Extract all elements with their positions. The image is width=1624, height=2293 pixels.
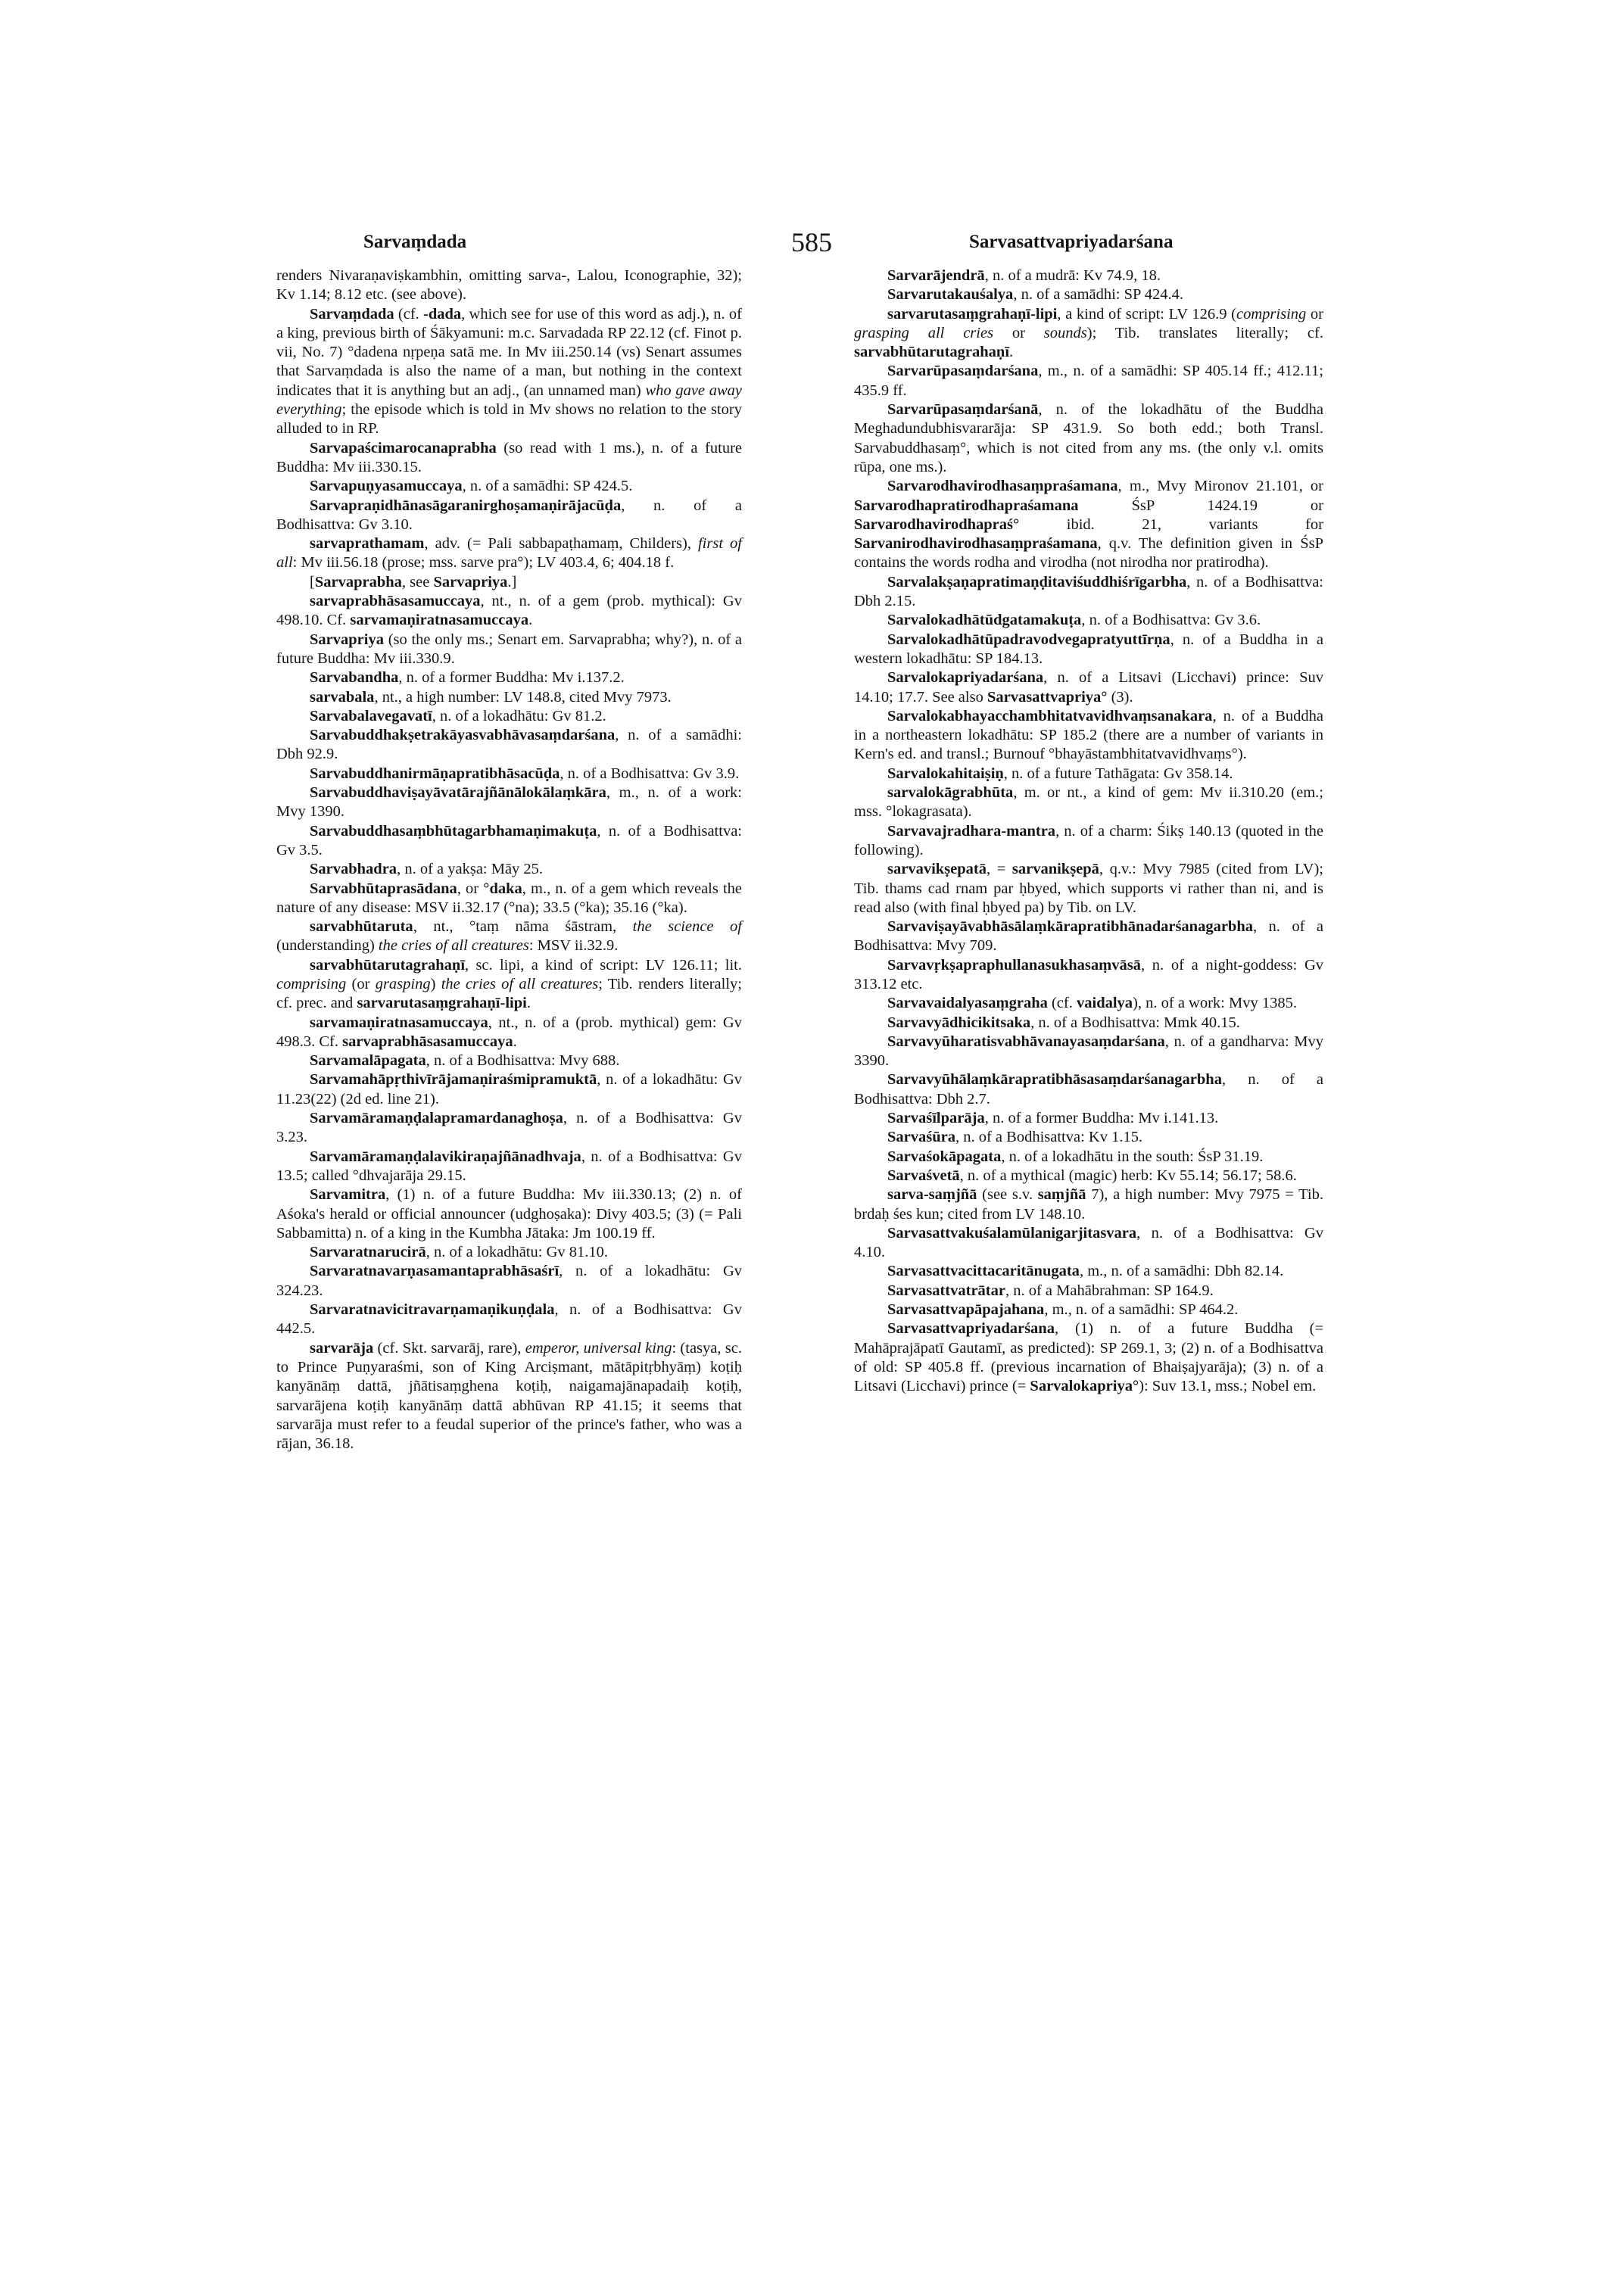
entry-text: , q.v.: Mvy 7985 (cited from LV); Tib. thams cad rnam par ḥbyed, which supports vi rather than ni, and is read also (with final ḥbyed pa) by Tib. on LV.: [854, 861, 1323, 916]
entry-text: , or: [457, 880, 484, 897]
entry-text: , n. of a Mahābrahman: SP 164.9.: [1005, 1282, 1214, 1299]
entry-text: (cf. Skt. sarvarāj, rare),: [373, 1339, 525, 1357]
dictionary-entry: [276, 707, 742, 726]
entry-text: ; Tib. renders literally; cf. prec. and: [276, 975, 742, 1012]
dictionary-entry: [854, 266, 1323, 285]
dictionary-entry: [276, 668, 742, 687]
dictionary-entry: [854, 956, 1323, 995]
running-head-right: Sarvasattvapriyadarśana: [969, 232, 1174, 252]
dictionary-entry: [276, 266, 742, 305]
headword: Sarvabandha: [310, 669, 399, 687]
entry-text: , m., n. of a samādhi: Dbh 82.14.: [1079, 1263, 1284, 1280]
dictionary-entry: [276, 726, 742, 765]
headword: Sarvarutakauśalya: [887, 286, 1014, 304]
headword: Sarvamitra: [310, 1186, 386, 1204]
dictionary-entry: [854, 305, 1323, 363]
entry-text: , (1) n. of a future Buddha (= Mahāprajāpatī Gautamī, as predicted): SP 269.1, 3; (2) n. of a Bodhisattva of old: SP 405.8 ff. (previous incarnation of Bhaiṣajyarāja); (3) n. of a Litsavi (Licchavi) prince (=: [854, 1320, 1323, 1395]
dictionary-entry: [276, 534, 742, 573]
entry-text: , which see for use of this word as adj.), n. of a king, previous birth of Śākyamuni: m.c. Sarvadada RP 22.12 (cf. Finot p. vii, No. 7) °dadena nṛpeṇa satā me. In Mv iii.250.14 (vs) Senart assumes that Sarvaṃdada is also the name of a man, but nothing in the context indicates that it is anything but an adj., (an unnamed man): [276, 305, 742, 399]
dictionary-entry: [854, 1070, 1323, 1109]
dictionary-entry: [276, 439, 742, 478]
headword: Sarvabuddhakṣetrakāyasvabhāvasaṃdarśana: [310, 727, 616, 744]
dictionary-entry: [854, 1033, 1323, 1071]
headword: Sarvavyādhicikitsaka: [887, 1014, 1031, 1031]
headword: Sarvaṃdada: [310, 305, 394, 322]
headword: Sarvavyūhālaṃkārapratibhāsasaṃdarśanagarbha: [887, 1071, 1222, 1089]
headword: Sarvaśokāpagata: [887, 1148, 1002, 1165]
headword: Sarvaśīlparāja: [887, 1110, 985, 1127]
headword: sarvanikṣepā: [1011, 861, 1099, 878]
headword: Sarvavyūharatisvabhāvanayasaṃdarśana: [887, 1033, 1165, 1050]
entry-text: , n. of a Bodhisattva: Mvy 709.: [854, 918, 1323, 955]
entry-text: .: [526, 995, 531, 1012]
dictionary-entry: [276, 1185, 742, 1243]
entry-text: , nt., a high number: LV 148.8, cited Mvy 7973.: [374, 688, 672, 706]
dictionary-entry: [854, 1109, 1323, 1128]
gloss-italic: who gave away everything: [276, 382, 742, 419]
gloss-italic: grasping all cries: [854, 324, 994, 341]
dictionary-entry: [854, 1014, 1323, 1033]
dictionary-entry: [854, 1282, 1323, 1301]
headword: Sarvasattvacittacaritānugata: [887, 1263, 1080, 1280]
dictionary-entry: [854, 1301, 1323, 1319]
dictionary-entry: [276, 573, 742, 592]
entry-text: (so the only ms.; Senart em. Sarvaprabha; why?), n. of a future Buddha: Mv iii.330.9.: [276, 631, 742, 667]
headword: sarvabala: [310, 688, 375, 706]
entry-text: , adv. (= Pali sabbapaṭhamaṃ, Childers),: [424, 535, 698, 553]
headword: Sarvamalāpagata: [310, 1052, 426, 1070]
entry-text: (so read with 1 ms.), n. of a future Buddha: Mv iii.330.15.: [276, 439, 742, 475]
entry-text: , n. of a samādhi: SP 424.5.: [462, 478, 633, 495]
headword: Sarvapriya: [310, 631, 384, 648]
entry-text: , n. of a future Tathāgata: Gv 358.14.: [1003, 765, 1233, 782]
headword: sarvarāja: [310, 1339, 374, 1357]
entry-text: renders Nivaraṇaviṣkambhin, omitting sarva-, Lalou, Iconographie, 32); Kv 1.14; 8.12 etc. (see above).: [276, 267, 742, 304]
headword: sarvaprabhāsasamuccaya: [310, 593, 481, 610]
entry-text: (see s.v.: [977, 1186, 1038, 1204]
entry-text: (3).: [1107, 688, 1133, 706]
entry-text: , n. of a Bodhisattva: Dbh 2.15.: [854, 573, 1323, 610]
headword: saṃjñā: [1037, 1186, 1086, 1204]
dictionary-entry: [276, 822, 742, 861]
dictionary-entry: [276, 860, 742, 879]
dictionary-entry: [276, 784, 742, 822]
entry-text: , n. of a lokadhātu: Gv 11.23(22) (2d ed. line 21).: [276, 1071, 742, 1108]
page-number: 585: [791, 227, 832, 257]
dictionary-entry: [854, 1262, 1323, 1281]
entry-text: , =: [986, 861, 1012, 878]
entry-text: , a kind of script: LV 126.9 (: [1057, 305, 1237, 322]
headword: Sarvapraṇidhānasāgaranirghoṣamaṇirājacūḍa: [310, 497, 622, 514]
entry-text: , n. of a Buddha in a western lokadhātu: SP 184.13.: [854, 631, 1323, 667]
headword: Sarvasattvatrātar: [887, 1282, 1005, 1299]
headword: Sarvapriya: [433, 573, 508, 590]
dictionary-entry: [854, 918, 1323, 956]
entry-text: , n. of a Bodhisattva: Mmk 40.15.: [1030, 1014, 1240, 1031]
gloss-italic: sounds: [1043, 324, 1087, 341]
headword: Sarvasattvapriyadarśana: [887, 1320, 1055, 1338]
headword: Sarvaviṣayāvabhāsālaṃkārapratibhānadarśanagarbha: [887, 918, 1253, 936]
entry-text: , m. or nt., a kind of gem: Mv ii.310.20 (em.; mss. °lokagrasata).: [854, 784, 1323, 821]
dictionary-entry: [276, 1262, 742, 1301]
dictionary-entry: [276, 497, 742, 535]
entry-text: , n. of the lokadhātu of the Buddha Meghadundubhisvararāja: SP 431.9. So both edd.; both Transl. Sarvabuddhasaṃ°, which is not cited from any ms. (the only v.l. omits rūpa, one ms.).: [854, 401, 1323, 475]
gloss-italic: the cries of all creatures: [441, 975, 599, 992]
headword: Sarvabuddhasaṃbhūtagarbhamaṇimakuṭa: [310, 822, 597, 840]
entry-text: , n. of a lokadhātu: Gv 81.2.: [432, 707, 606, 724]
entry-text: (understanding): [276, 937, 379, 955]
headword: Sarvalokapriya°: [1030, 1378, 1139, 1395]
headword: Sarvabuddhanirmāṇapratibhāsacūḍa: [310, 765, 560, 782]
entry-text: ibid. 21, variants for: [1019, 516, 1323, 533]
entry-text: ); Tib. translates literally; cf.: [1086, 324, 1323, 341]
headword: °daka: [483, 880, 522, 897]
dictionary-entry: [276, 592, 742, 631]
entry-text: or: [1306, 305, 1324, 322]
entry-text: , n. of a Bodhisattva: Gv 3.6.: [1081, 612, 1261, 629]
entry-text: : (tasya, sc. to Prince Puṇyaraśmi, son of King Arciṣmant, mātāpitṛbhyāṃ) koṭiḥ kanyānāṃ dattā, jñātisaṃghena koṭiḥ, naigamajānapadaiḥ koṭiḥ, sarvarājena koṭiḥ kanyānāṃ dattā abhūvan RP 41.15; it seems that sarvarāja must refer to a feudal superior of the prince's father, who was a rājan, 36.18.: [276, 1339, 742, 1453]
dictionary-entry: [276, 918, 742, 956]
dictionary-entry: [276, 1148, 742, 1186]
entry-text: ): [430, 975, 441, 992]
entry-text: (cf.: [394, 305, 424, 322]
gloss-italic: comprising: [276, 975, 347, 992]
headword: sarva-saṃjñā: [887, 1186, 977, 1204]
entry-text: .: [513, 1033, 517, 1050]
dictionary-entry: [276, 880, 742, 918]
entry-text: , n. of a Bodhisattva: Gv 4.10.: [854, 1224, 1323, 1261]
entry-text: , n. of a Bodhisattva: Gv 3.23.: [276, 1110, 742, 1146]
dictionary-entry: [276, 956, 742, 1014]
entry-text: , n. of a samādhi: Dbh 92.9.: [276, 727, 742, 763]
dictionary-entry: [276, 1301, 742, 1339]
dictionary-entry: [854, 1319, 1323, 1396]
dictionary-entry: [276, 1243, 742, 1262]
headword: sarvavikṣepatā: [887, 861, 987, 878]
entry-text: , n. of a Bodhisattva: Dbh 2.7.: [854, 1071, 1323, 1108]
headword: Sarvamahāpṛthivīrājamaṇiraśmipramuktā: [310, 1071, 597, 1089]
entry-text: ŚsP 1424.19 or: [1078, 497, 1323, 514]
dictionary-entry: [276, 305, 742, 439]
headword: sarvarutasaṃgrahaṇī-lipi: [357, 995, 527, 1012]
headword: Sarvarūpasaṃdarśanā: [887, 401, 1039, 419]
headword: Sarvamāramaṇḍalavikiraṇajñānadhvaja: [310, 1148, 581, 1165]
entry-text: , (1) n. of a future Buddha: Mv iii.330.13; (2) n. of Aśoka's herald or official announcer (udghoṣaka): Divy 403.5; (3) (= Pali Sabbamitta) n. of a king in the Kumbha Jātaka: Jm 100.19 ff.: [276, 1186, 742, 1242]
headword: Sarvaprabha: [314, 573, 402, 590]
gloss-italic: comprising: [1236, 305, 1307, 322]
left-column: [276, 266, 742, 1453]
dictionary-entry: [854, 765, 1323, 784]
headword: sarvaprathamam: [310, 535, 425, 553]
entry-text: , nt., °taṃ nāma śāstram,: [413, 918, 633, 936]
running-head-left: Sarvaṃdada: [363, 232, 467, 252]
headword: Sarvaśūra: [887, 1129, 955, 1146]
dictionary-entry: [276, 1339, 742, 1454]
dictionary-entry: [854, 994, 1323, 1013]
entry-text: , n. of a former Buddha: Mv i.141.13.: [984, 1110, 1219, 1127]
headword: Sarvabalavegavatī: [310, 707, 432, 724]
headword: -dada: [423, 305, 462, 322]
dictionary-entry: [854, 668, 1323, 707]
entry-text: , n. of a lokadhātu: Gv 81.10.: [425, 1244, 608, 1261]
headword: sarvabhūtarutagrahaṇī: [854, 344, 1010, 361]
entry-text: (or: [346, 975, 376, 992]
headword: Sarvarājendrā: [887, 267, 985, 284]
entry-text: ): Suv 13.1, mss.; Nobel em.: [1139, 1378, 1317, 1395]
gloss-italic: first of all: [276, 535, 742, 572]
entry-text: , n. of a lokadhātu: Gv 324.23.: [276, 1263, 742, 1299]
dictionary-entry: [854, 860, 1323, 918]
entry-text: : MSV ii.32.9.: [528, 937, 619, 955]
dictionary-entry: [854, 822, 1323, 861]
headword: Sarvarūpasaṃdarśana: [887, 363, 1039, 380]
headword: vaidalya: [1077, 995, 1133, 1012]
entry-text: .: [1009, 344, 1014, 361]
entry-text: , n. of a Buddha in a northeastern lokadhātu: SP 185.2 (there are a number of variants in Kern's ed. and transl.; Burnouf °bhayāstambhitatvavidhvaṃs°).: [854, 707, 1323, 763]
dictionary-entry: [854, 707, 1323, 765]
headword: Sarvaratnavarṇasamantaprabhāsaśrī: [310, 1263, 560, 1280]
entry-text: , nt., n. of a (prob. mythical) gem: Gv 498.3. Cf.: [276, 1014, 742, 1050]
dictionary-entry: [854, 784, 1323, 822]
headword: Sarvavaidalyasaṃgraha: [887, 995, 1048, 1012]
entry-text: , n. of a Bodhisattva: Mvy 688.: [425, 1052, 620, 1070]
headword: sarvamaṇiratnasamuccaya: [350, 612, 529, 629]
headword: Sarvamāramaṇḍalapramardanaghoṣa: [310, 1110, 563, 1127]
headword: Sarvaratnarucirā: [310, 1244, 426, 1261]
headword: Sarvarodhavirodhasaṃpraśamana: [887, 478, 1118, 495]
entry-text: , n. of a mudrā: Kv 74.9, 18.: [984, 267, 1161, 284]
headword: Sarvanirodhavirodhasaṃpraśamana: [854, 535, 1098, 553]
dictionary-entry: [854, 611, 1323, 630]
dictionary-entry: [854, 477, 1323, 572]
gloss-italic: the science of: [632, 918, 742, 936]
entry-text: [: [310, 573, 315, 590]
headword: sarvarutasaṃgrahaṇī-lipi: [887, 305, 1058, 322]
entry-text: , n. of a Bodhisattva: Gv 3.9.: [560, 765, 740, 782]
entry-text: (cf.: [1047, 995, 1077, 1012]
entry-text: or: [993, 324, 1044, 341]
headword: sarvalokāgrabhūta: [887, 784, 1014, 802]
headword: Sarvarodhavirodhapraś°: [854, 516, 1020, 533]
headword: Sarvalokadhātūdgatamakuṭa: [887, 612, 1082, 629]
entry-text: , n. of a gandharva: Mvy 3390.: [854, 1033, 1323, 1070]
entry-text: , m., n. of a samādhi: SP 464.2.: [1044, 1301, 1239, 1319]
headword: Sarvalakṣaṇapratimaṇḍitaviśuddhiśrīgarbha: [887, 573, 1187, 590]
dictionary-entry: [276, 1070, 742, 1109]
entry-text: , n. of a lokadhātu in the south: ŚsP 31.19.: [1001, 1148, 1264, 1165]
dictionary-entry: [276, 477, 742, 496]
entry-text: , n. of a former Buddha: Mv i.137.2.: [398, 669, 625, 687]
headword: Sarvapuṇyasamuccaya: [310, 478, 463, 495]
headword: sarvabhūtaruta: [310, 918, 413, 936]
dictionary-entry: [276, 1014, 742, 1052]
gloss-italic: emperor, universal king: [525, 1339, 672, 1357]
headword: sarvaprabhāsasamuccaya: [342, 1033, 513, 1050]
headword: Sarvabhūtaprasādana: [310, 880, 457, 897]
headword: Sarvaratnavicitravarṇamaṇikuṇḍala: [310, 1301, 555, 1319]
dictionary-entry: [854, 1224, 1323, 1263]
gloss-italic: the cries of all creatures: [378, 937, 529, 955]
dictionary-entry: [854, 573, 1323, 612]
entry-text: 7), a high number: Mvy 7975 = Tib. brdaḥ śes kun; cited from LV 148.10.: [854, 1186, 1323, 1223]
entry-text: , m., n. of a gem which reveals the nature of any disease: MSV ii.32.17 (°na); 33.5 (°ka); 35.16 (°ka).: [276, 880, 743, 916]
entry-text: , n. of a night-goddess: Gv 313.12 etc.: [854, 956, 1323, 992]
entry-text: , n. of a Litsavi (Licchavi) prince: Suv 14.10; 17.7. See also: [854, 669, 1323, 706]
headword: Sarvabhadra: [310, 861, 397, 878]
entry-text: , sc. lipi, a kind of script: LV 126.11; lit.: [465, 956, 742, 974]
dictionary-entry: [854, 362, 1323, 400]
entry-text: , n. of a Bodhisattva: Gv 3.10.: [276, 497, 742, 533]
entry-text: , see: [401, 573, 434, 590]
entry-text: , m., Mvy Mironov 21.101, or: [1117, 478, 1323, 495]
dictionary-entry: [854, 1167, 1323, 1185]
entry-text: , n. of a Bodhisattva: Kv 1.15.: [955, 1129, 1143, 1146]
dictionary-entry: [854, 400, 1323, 477]
entry-text: , m., n. of a samādhi: SP 405.14 ff.; 412.11; 435.9 ff.: [854, 363, 1323, 399]
headword: Sarvarodhapratirodhapraśamana: [854, 497, 1079, 514]
headword: sarvamaṇiratnasamuccaya: [310, 1014, 488, 1031]
headword: Sarvavṛkṣapraphullanasukhasaṃvāsā: [887, 956, 1141, 974]
entry-text: .]: [507, 573, 517, 590]
headword: Sarvalokahitaiṣiṇ: [887, 765, 1004, 782]
headword: Sarvapaścimarocanaprabha: [310, 439, 497, 456]
entry-text: , n. of a mythical (magic) herb: Kv 55.14; 56.17; 58.6.: [959, 1167, 1297, 1184]
headword: Sarvalokapriyadarśana: [887, 669, 1044, 687]
entry-text: , m., n. of a work: Mvy 1390.: [276, 784, 742, 821]
entry-text: , n. of a Bodhisattva: Gv 442.5.: [276, 1301, 742, 1338]
dictionary-entry: [854, 285, 1323, 304]
dictionary-entry: [276, 1051, 742, 1070]
dictionary-entry: [854, 1148, 1323, 1167]
dictionary-entry: [276, 688, 742, 707]
headword: sarvabhūtarutagrahaṇī: [310, 956, 466, 974]
headword: Sarvalokabhayacchambhitatvavidhvaṃsanakara: [887, 707, 1213, 724]
dictionary-entry: [854, 1185, 1323, 1224]
entry-text: , n. of a charm: Śikṣ 140.13 (quoted in the following).: [854, 822, 1323, 858]
entry-text: ), n. of a work: Mvy 1385.: [1133, 995, 1297, 1012]
dictionary-entry: [276, 765, 742, 784]
headword: Sarvabuddhaviṣayāvatārajñānālokālaṃkāra: [310, 784, 606, 802]
headword: Sarvasattvakuśalamūlanigarjitasvara: [887, 1224, 1137, 1242]
entry-text: : Mv iii.56.18 (prose; mss. sarve pra°); LV 403.4, 6; 404.18 f.: [292, 554, 675, 572]
headword: Sarvasattvapāpajahana: [887, 1301, 1045, 1319]
headword: Sarvavajradhara-mantra: [887, 822, 1056, 840]
headword: Sarvalokadhātūpadravodvegapratyuttīrṇa: [887, 631, 1170, 648]
entry-text: , n. of a Bodhisattva: Gv 13.5; called °dhvajarāja 29.15.: [276, 1148, 742, 1184]
headword: Sarvasattvapriya°: [987, 688, 1108, 706]
entry-text: , q.v. The definition given in ŚsP contains the words rodha and virodha (not nirodha nor pratirodha).: [854, 535, 1323, 572]
dictionary-entry: [854, 1128, 1323, 1147]
dictionary-entry: [276, 631, 742, 669]
right-column: [854, 266, 1323, 1397]
dictionary-entry: [854, 631, 1323, 669]
dictionary-entry: [276, 1109, 742, 1148]
entry-text: , n. of a Bodhisattva: Gv 3.5.: [276, 822, 742, 858]
entry-text: .: [528, 612, 533, 629]
entry-text: ; the episode which is told in Mv shows no relation to the story alluded to in RP.: [276, 401, 742, 438]
headword: Sarvaśvetā: [887, 1167, 960, 1184]
entry-text: , n. of a yakṣa: Māy 25.: [397, 861, 544, 878]
entry-text: , n. of a samādhi: SP 424.4.: [1013, 286, 1184, 304]
gloss-italic: grasping: [375, 975, 431, 992]
entry-text: , nt., n. of a gem (prob. mythical): Gv 498.10. Cf.: [276, 593, 742, 629]
